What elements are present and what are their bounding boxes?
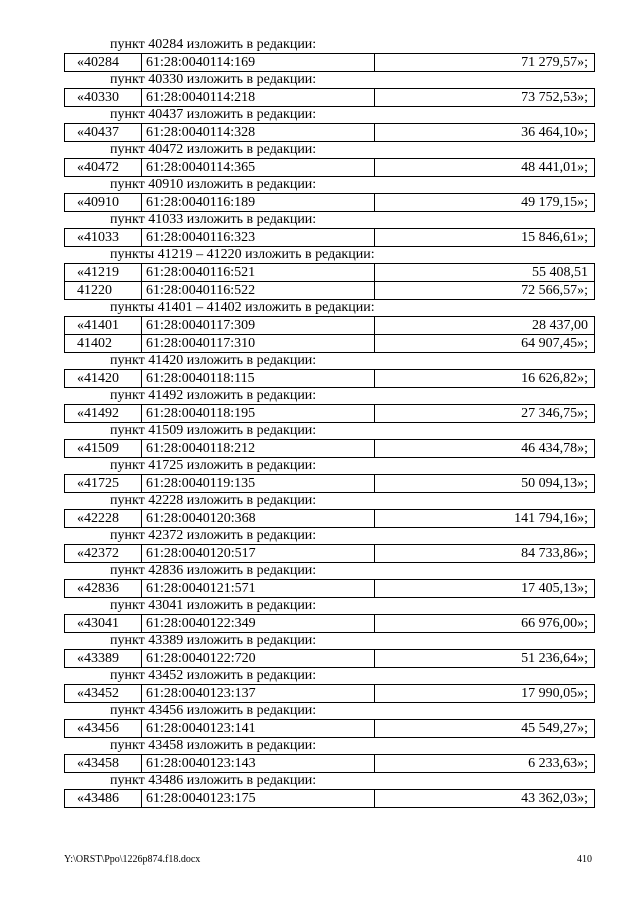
amendment-instruction: пункты 41401 – 41402 изложить в редакции: (110, 300, 375, 315)
table-row (65, 685, 594, 702)
cadastral-number-cell: 61:28:0040114:365 (142, 159, 375, 176)
cadastral-number-cell: 61:28:0040117:309 (142, 317, 375, 334)
amount-cell: 17 990,05»; (521, 686, 588, 701)
item-number-cell: «41401 (65, 317, 142, 334)
amendment-table (64, 53, 595, 72)
cadastral-number-cell: 61:28:0040123:175 (142, 790, 375, 807)
cadastral-number-cell: 61:28:0040116:522 (142, 282, 375, 299)
cadastral-number-cell: 61:28:0040116:521 (142, 264, 375, 281)
amendment-table (64, 614, 595, 633)
item-number-cell: «40910 (65, 194, 142, 211)
item-number-cell: «42836 (65, 580, 142, 597)
amount-cell: 73 752,53»; (521, 90, 588, 105)
item-number-cell: «41492 (65, 405, 142, 422)
item-number-cell: «40437 (65, 124, 142, 141)
amendment-instruction: пункт 40472 изложить в редакции: (110, 142, 317, 157)
amendment-instruction: пункт 41492 изложить в редакции: (110, 388, 317, 403)
amendment-instruction: пункт 41509 изложить в редакции: (110, 423, 317, 438)
amount-cell: 50 094,13»; (521, 476, 588, 491)
amendment-instruction: пункт 43456 изложить в редакции: (110, 703, 317, 718)
table-row (65, 580, 594, 597)
amendment-table (64, 509, 595, 528)
item-number-cell: «43389 (65, 650, 142, 667)
cadastral-number-cell: 61:28:0040116:323 (142, 229, 375, 246)
amendment-table (64, 88, 595, 107)
item-number-cell: «43458 (65, 755, 142, 772)
table-row (65, 159, 594, 176)
cadastral-number-cell: 61:28:0040118:115 (142, 370, 375, 387)
amount-cell: 17 405,13»; (521, 581, 588, 596)
cadastral-number-cell: 61:28:0040120:517 (142, 545, 375, 562)
cadastral-number-cell: 61:28:0040114:328 (142, 124, 375, 141)
amendment-instruction: пункт 41725 изложить в редакции: (110, 458, 317, 473)
amount-cell: 6 233,63»; (528, 756, 588, 771)
table-row (65, 475, 594, 492)
document-body (64, 37, 595, 808)
amount-cell: 28 437,00 (532, 318, 588, 333)
amendment-instruction: пункты 41219 – 41220 изложить в редакции: (110, 247, 375, 262)
amendment-table (64, 369, 595, 388)
amendment-table (64, 158, 595, 177)
amount-cell: 43 362,03»; (521, 791, 588, 806)
table-row (65, 370, 594, 387)
item-number-cell: 41402 (65, 335, 142, 352)
item-number-cell: «42372 (65, 545, 142, 562)
amount-cell: 66 976,00»; (521, 616, 588, 631)
amount-cell: 64 907,45»; (521, 336, 588, 351)
cadastral-number-cell: 61:28:0040121:571 (142, 580, 375, 597)
table-row (65, 317, 594, 334)
table-row (65, 281, 594, 299)
amendment-table (64, 193, 595, 212)
amount-cell: 84 733,86»; (521, 546, 588, 561)
amount-cell: 27 346,75»; (521, 406, 588, 421)
table-row (65, 334, 594, 352)
amendment-table (64, 123, 595, 142)
amendment-instruction: пункт 42836 изложить в редакции: (110, 563, 317, 578)
table-row (65, 440, 594, 457)
amendment-instruction: пункт 42372 изложить в редакции: (110, 528, 317, 543)
amount-cell: 48 441,01»; (521, 160, 588, 175)
amendment-table (64, 404, 595, 423)
cadastral-number-cell: 61:28:0040114:218 (142, 89, 375, 106)
amount-cell: 45 549,27»; (521, 721, 588, 736)
amount-cell: 15 846,61»; (521, 230, 588, 245)
amount-cell: 49 179,15»; (521, 195, 588, 210)
table-row (65, 405, 594, 422)
cadastral-number-cell: 61:28:0040114:169 (142, 54, 375, 71)
amendment-table (64, 316, 595, 353)
table-row (65, 89, 594, 106)
amount-cell: 46 434,78»; (521, 441, 588, 456)
table-row (65, 545, 594, 562)
page-number: 410 (577, 854, 592, 865)
table-row (65, 510, 594, 527)
cadastral-number-cell: 61:28:0040123:143 (142, 755, 375, 772)
amendment-table (64, 579, 595, 598)
item-number-cell: «43041 (65, 615, 142, 632)
cadastral-number-cell: 61:28:0040117:310 (142, 335, 375, 352)
item-number-cell: «41725 (65, 475, 142, 492)
amendment-table (64, 263, 595, 300)
amount-cell: 16 626,82»; (521, 371, 588, 386)
amendment-table (64, 754, 595, 773)
table-row (65, 194, 594, 211)
item-number-cell: «40330 (65, 89, 142, 106)
cadastral-number-cell: 61:28:0040122:720 (142, 650, 375, 667)
cadastral-number-cell: 61:28:0040123:141 (142, 720, 375, 737)
table-row (65, 264, 594, 281)
table-row (65, 229, 594, 246)
amendment-table (64, 719, 595, 738)
table-row (65, 790, 594, 807)
table-row (65, 54, 594, 71)
amount-cell: 141 794,16»; (514, 511, 588, 526)
cadastral-number-cell: 61:28:0040118:195 (142, 405, 375, 422)
amendment-table (64, 684, 595, 703)
cadastral-number-cell: 61:28:0040122:349 (142, 615, 375, 632)
amendment-table (64, 649, 595, 668)
amendment-table (64, 544, 595, 563)
amendment-table (64, 228, 595, 247)
table-row (65, 615, 594, 632)
amendment-instruction: пункт 43041 изложить в редакции: (110, 598, 317, 613)
table-row (65, 720, 594, 737)
amendment-instruction: пункт 42228 изложить в редакции: (110, 493, 317, 508)
cadastral-number-cell: 61:28:0040120:368 (142, 510, 375, 527)
amendment-instruction: пункт 43452 изложить в редакции: (110, 668, 317, 683)
amendment-instruction: пункт 40330 изложить в редакции: (110, 72, 317, 87)
amount-cell: 71 279,57»; (521, 55, 588, 70)
item-number-cell: «42228 (65, 510, 142, 527)
table-row (65, 124, 594, 141)
item-number-cell: «41420 (65, 370, 142, 387)
cadastral-number-cell: 61:28:0040119:135 (142, 475, 375, 492)
amendment-table (64, 474, 595, 493)
amount-cell: 51 236,64»; (521, 651, 588, 666)
cadastral-number-cell: 61:28:0040123:137 (142, 685, 375, 702)
table-row (65, 650, 594, 667)
item-number-cell: «41033 (65, 229, 142, 246)
amendment-table (64, 439, 595, 458)
amendment-instruction: пункт 40284 изложить в редакции: (110, 37, 317, 52)
amendment-instruction: пункт 40437 изложить в редакции: (110, 107, 317, 122)
table-row (65, 755, 594, 772)
item-number-cell: «43456 (65, 720, 142, 737)
amendment-table (64, 789, 595, 808)
amendment-instruction: пункт 43389 изложить в редакции: (110, 633, 317, 648)
amendment-instruction: пункт 41033 изложить в редакции: (110, 212, 317, 227)
item-number-cell: «41219 (65, 264, 142, 281)
item-number-cell: «40472 (65, 159, 142, 176)
amendment-instruction: пункт 43486 изложить в редакции: (110, 773, 317, 788)
item-number-cell: «43452 (65, 685, 142, 702)
item-number-cell: «41509 (65, 440, 142, 457)
item-number-cell: «40284 (65, 54, 142, 71)
cadastral-number-cell: 61:28:0040118:212 (142, 440, 375, 457)
amount-cell: 55 408,51 (532, 265, 588, 280)
amendment-instruction: пункт 40910 изложить в редакции: (110, 177, 317, 192)
item-number-cell: «43486 (65, 790, 142, 807)
amendment-instruction: пункт 41420 изложить в редакции: (110, 353, 317, 368)
cadastral-number-cell: 61:28:0040116:189 (142, 194, 375, 211)
amount-cell: 72 566,57»; (521, 283, 588, 298)
amendment-instruction: пункт 43458 изложить в редакции: (110, 738, 317, 753)
item-number-cell: 41220 (65, 282, 142, 299)
footer-file-path: Y:\ORST\Ppo\1226p874.f18.docx (64, 854, 201, 865)
amount-cell: 36 464,10»; (521, 125, 588, 140)
